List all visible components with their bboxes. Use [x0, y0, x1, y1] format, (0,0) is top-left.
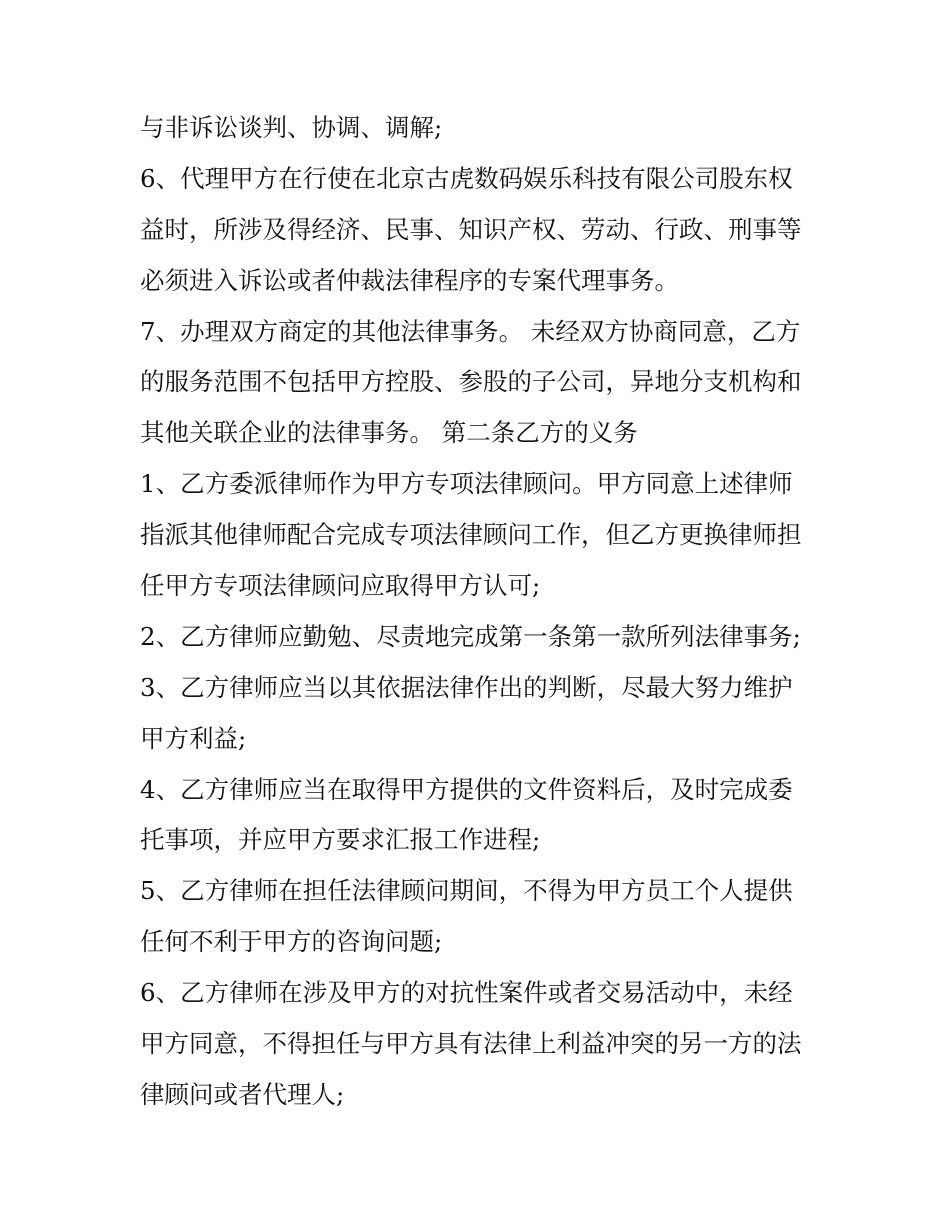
- text-line: 6、代理甲方在行使在北京古虎数码娱乐科技有限公司股东权: [140, 163, 793, 193]
- text-line: 3、乙方律师应当以其依据法律作出的判断，尽最大努力维护: [140, 672, 793, 702]
- text-line: 的服务范围不包括甲方控股、参股的子公司，异地分支机构和: [140, 367, 802, 397]
- text-line: 与非诉讼谈判、协调、调解;: [140, 113, 443, 142]
- text-line: 益时，所涉及得经济、民事、知识产权、劳动、行政、刑事等: [140, 214, 802, 244]
- text-line: 5、乙方律师在担任法律顾问期间，不得为甲方员工个人提供: [140, 876, 793, 906]
- text-line: 6、乙方律师在涉及甲方的对抗性案件或者交易活动中，未经: [140, 978, 793, 1008]
- text-line: 必须进入诉讼或者仲裁法律程序的专案代理事务。: [140, 265, 679, 295]
- text-line: 2、乙方律师应勤勉、尽责地完成第一条第一款所列法律事务;: [140, 621, 801, 651]
- text-line: 律顾问或者代理人;: [140, 1079, 345, 1109]
- text-line: 甲方同意，不得担任与甲方具有法律上利益冲突的另一方的法: [140, 1029, 802, 1059]
- text-line: 甲方利益;: [140, 723, 247, 753]
- text-line: 1、乙方委派律师作为甲方专项法律顾问。甲方同意上述律师: [140, 469, 793, 499]
- text-line: 任何不利于甲方的咨询问题;: [140, 927, 443, 957]
- text-line: 7、办理双方商定的其他法律事务。 未经双方协商同意，乙方: [140, 316, 801, 346]
- text-line: 4、乙方律师应当在取得甲方提供的文件资料后，及时完成委: [140, 774, 793, 804]
- text-line: 任甲方专项法律顾问应取得甲方认可;: [140, 571, 541, 601]
- document-body: [140, 103, 820, 1121]
- text-line: 托事项，并应甲方要求汇报工作进程;: [140, 825, 541, 855]
- text-line: 其他关联企业的法律事务。 第二条乙方的义务: [140, 418, 638, 448]
- text-line: 指派其他律师配合完成专项法律顾问工作，但乙方更换律师担: [140, 520, 802, 550]
